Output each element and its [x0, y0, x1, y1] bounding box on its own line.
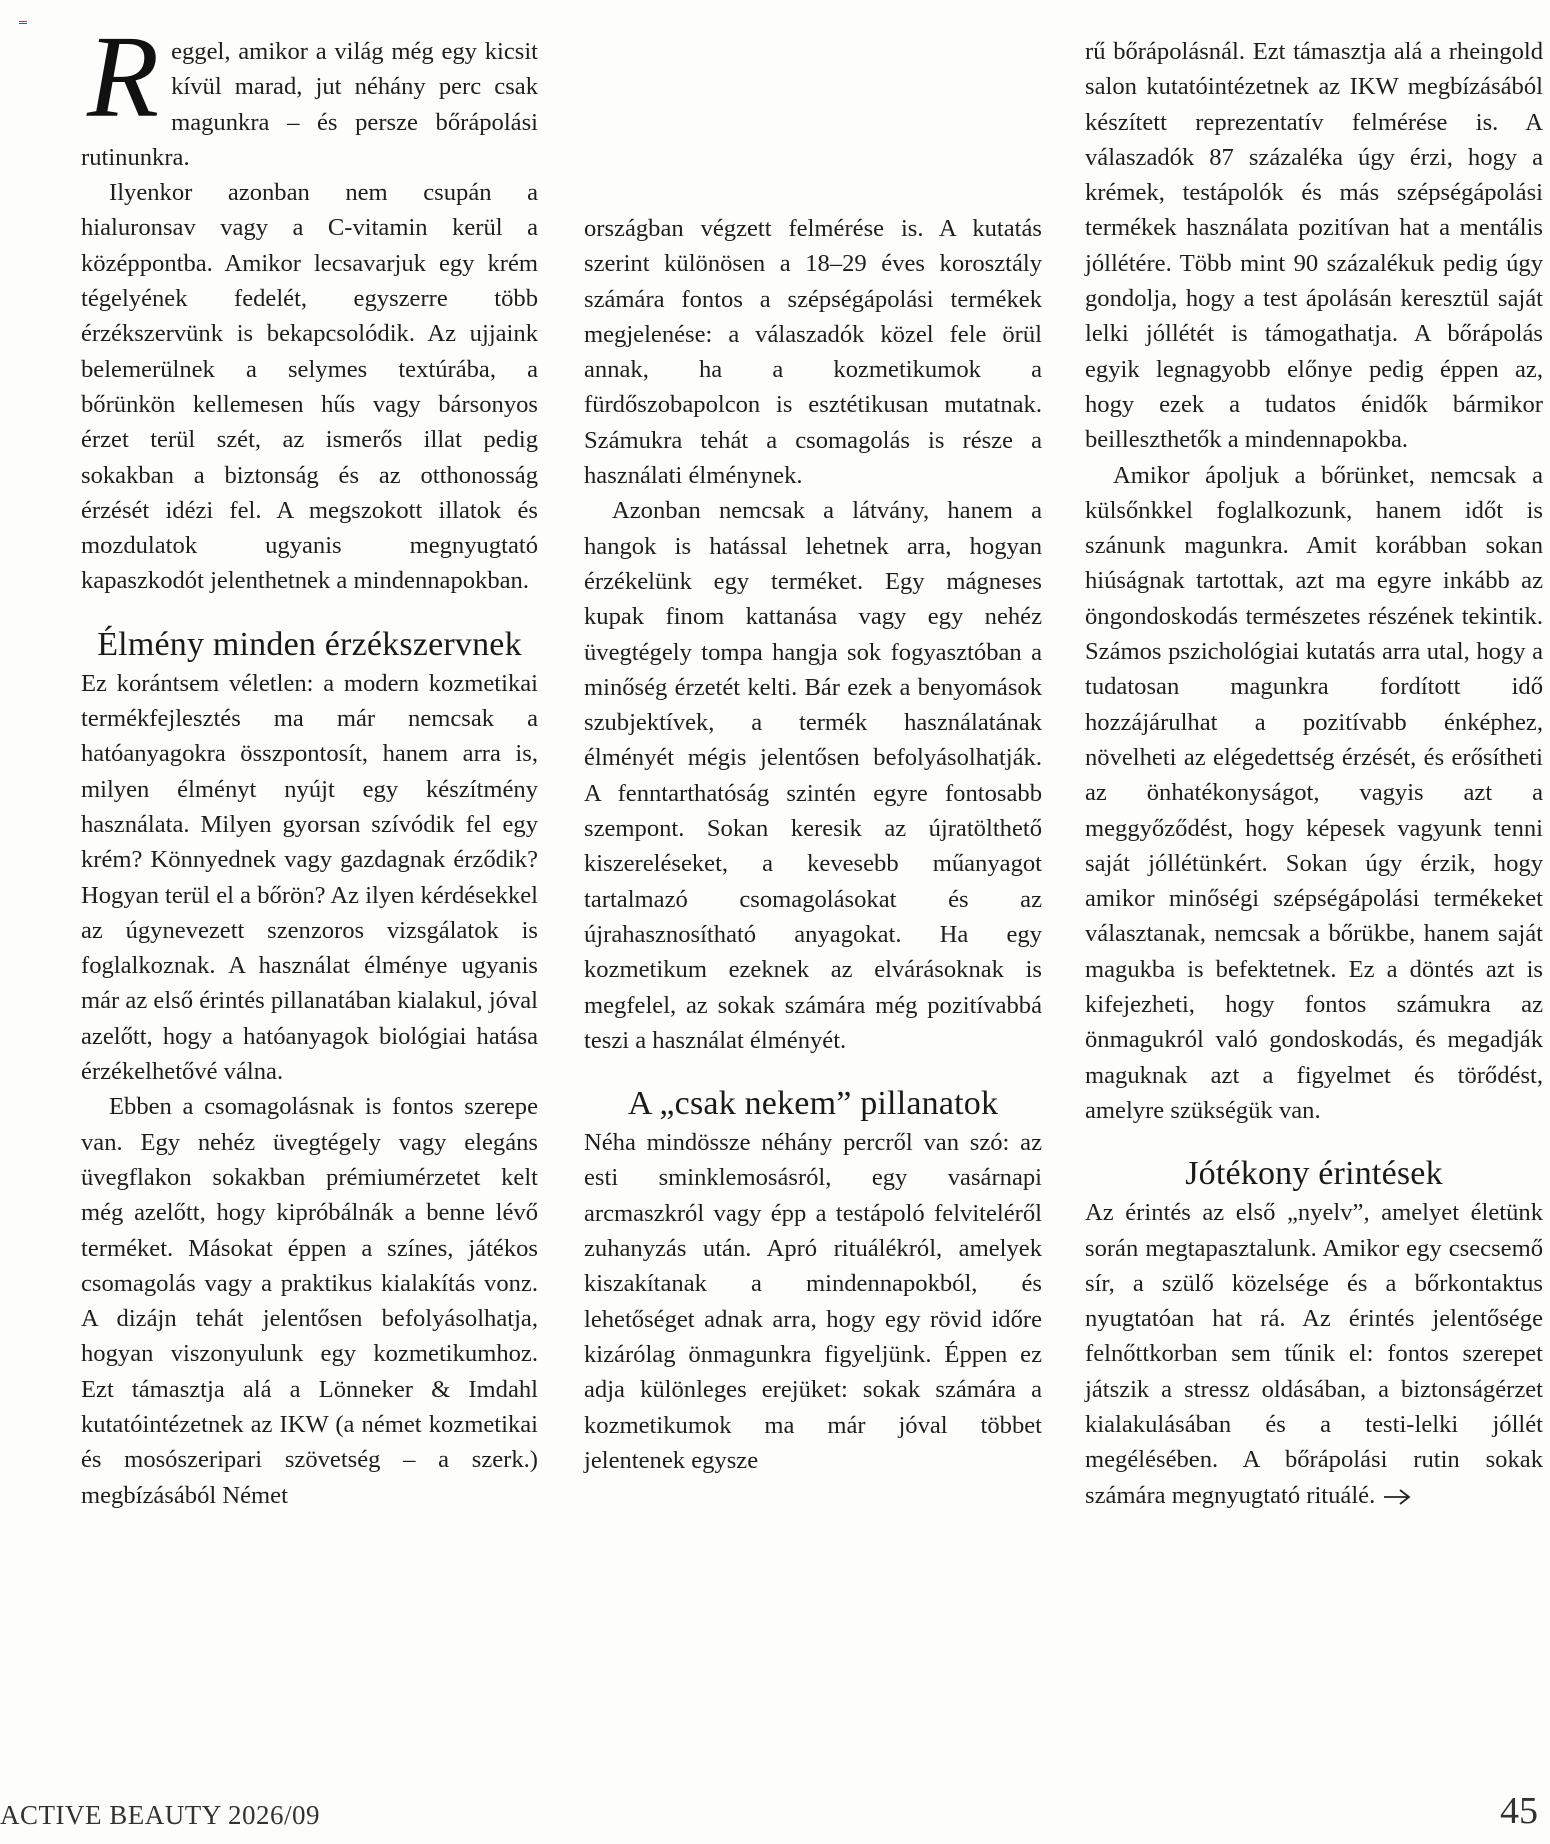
color-registration-mark: [19, 21, 27, 25]
subheading-jotekony: Jótékony érintések: [1185, 1155, 1443, 1193]
subheading-elmeny: Élmény minden érzékszervnek: [97, 625, 522, 663]
column-3: [1085, 34, 1543, 1513]
paragraph: Azonban nemcsak a látvány, hanem a hangok is hatással lehetnek arra, hogyan érzékelünk egy terméket. Egy mágneses kupak finom kattanása vagy egy nehéz üvegtégely tompa hangja sok fogyasztóban a minőség érzetét kelti. Bár ezek a benyomások szubjektívek, a termék használatának élményét mégis jelentősen befolyásolhatják. A fenntarthatóság szintén egyre fontosabb szempont. Sokan keresik az újratölthető kiszereléseket, a kevesebb műanyagot tartalmazó csomagolásokat és az újrahasznosítható anyagokat. Ha egy kozmetikum ezeknek az elvárásoknak is megfelel, az sokak számára még pozitívabbá teszi a használat élményét.: [584, 497, 1042, 1054]
paragraph: rű bőrápolásnál. Ezt támasztja alá a rheingold salon kutatóintézetnek az IKW megbízásából készített reprezentatív felmérése is. A válaszadók 87 százaléka úgy érzi, hogy a krémek, testápolók és más szépségápolási termékek használata pozitívan hat a mentális jóllétére. Több mint 90 százalékuk pedig úgy gondolja, hogy a test ápolásán keresztül saját lelki jóllétét is támogathatja. A bőrápolás egyik legnagyobb előnye pedig éppen az, hogy ezek a tudatos énidők bármikor beilleszthetők a mindennapokba.: [1085, 38, 1543, 454]
page-number: 45: [1500, 1790, 1538, 1832]
column-2: [584, 211, 1042, 1478]
paragraph: Ebben a csomagolásnak is fontos szerepe van. Egy nehéz üvegtégely vagy elegáns üvegflakon sokakban prémiumérzetet kelt még azelőtt, hogy kipróbálnák a benne lévő terméket. Másokat éppen a színes, játékos csomagolás vagy a praktikus kialakítás vonz. A dizájn tehát jelentősen befolyásolhatja, hogyan viszonyulunk egy kozmetikumhoz. Ezt támasztja alá a Lönneker & Imdahl kutatóintézetnek az IKW (a német kozmetikai és mosószeripari szövetség – a szerk.) megbízásából Német: [81, 1093, 538, 1509]
column-1: [81, 11, 538, 1513]
intro-paragraph: [81, 11, 538, 175]
paragraph: Ez korántsem véletlen: a modern kozmetikai termékfejlesztés ma már nemcsak a hatóanyagokra összpontosít, hanem arra is, milyen élményt nyújt egy készítmény használata. Milyen gyorsan szívódik fel egy krém? Könnyednek vagy gazdagnak érződik? Hogyan terül el a bőrön? Az ilyen kérdésekkel az úgynevezett szenzoros vizsgálatok is foglalkoznak. A használat élménye ugyanis már az első érintés pillanatában kialakul, jóval azelőtt, hogy a hatóanyagok biológiai hatása érzékelhetővé válna.: [81, 669, 538, 1086]
paragraph: Ilyenkor azonban nem csupán a hialuronsav vagy a C-vitamin kerül a középpontba. Amikor lecsavarjuk egy krém tégelyének fedelét, egyszerre több érzékszervünk is bekapcsolódik. Az ujjaink belemerülnek a selymes textúrába, a bőrünkön kellemesen hűs vagy bársonyos érzet terül szét, az ismerős illat pedig sokakban a biztonság és az otthonosság érzését idézi fel. A megszokott illatok és mozdulatok ugyanis megnyugtató kapaszkodót jelenthetnek a mindennapokban.: [81, 179, 538, 595]
paragraph-last: [1085, 1195, 1543, 1513]
dropcap-letter: R: [87, 11, 160, 142]
paragraph: Amikor ápoljuk a bőrünket, nemcsak a külsőnkkel foglalkozunk, hanem időt is szánunk magunkra. Amit korábban sokan hiúságnak tartottak, azt ma egyre inkább az öngondoskodás természetes részének tekintik. Számos pszichológiai kutatás arra utal, hogy a tudatosan magunkra fordított idő hozzájárulhat a pozitívabb énképhez, növelheti az elégedettség érzését, és erősítheti az önhatékonyságot, vagyis azt a meggyőződést, hogy képesek vagyunk tenni saját jóllétünkért. Sokan úgy érzik, hogy amikor minőségi szépségápolási termékeket választanak, nemcsak a bőrükbe, hanem saját magukba is befektetnek. Ez a döntés azt is kifejezheti, hogy fontos számukra az önmagukról való gondoskodás, és megadják maguknak azt a figyelmet és törődést, amelyre szükségük van.: [1085, 461, 1543, 1124]
paragraph: országban végzett felmérése is. A kutatás szerint különösen a 18–29 éves korosztály számára fontos a szépségápolási termékek megjelenése: a válaszadók közel fele örül annak, ha a kozmetikumok a fürdőszobapolcon is esztétikusan mutatnak. Számukra tehát a csomagolás is része a használati élménynek.: [584, 215, 1042, 490]
paragraph-last-text: Az érintés az első „nyelv”, amelyet életünk során megtapasztalunk. Amikor egy csecsemő sír, a szülő közelsége és a bőrkontaktus nyugtatóan hat rá. Az érintés jelentősége felnőttkorban sem tűnik el: fontos szerepet játszik a stressz oldásában, a biztonságérzet kialakulásában és a testi-lelki jóllét megélésében. A bőrápolási rutin sokak számára megnyugtató rituálé.: [1085, 1199, 1543, 1509]
paragraph: Néha mindössze néhány percről van szó: az esti sminklemosásról, egy vasárnapi arcmaszkról vagy épp a testápoló felviteléről zuhanyzás után. Apró rituálékról, amelyek kiszakítanak a mindennapokból, és lehetőséget adnak arra, hogy egy rövid időre kizárólag önmagunkra figyeljünk. Éppen ez adja különleges erejüket: sokak számára a kozmetikumok ma már jóval többet jelentenek egysze: [584, 1129, 1042, 1474]
magazine-issue-label: ACTIVE BEAUTY 2026/09: [0, 1800, 320, 1830]
arrow-right-icon: [1383, 1489, 1411, 1505]
paragraph-intro: eggel, amikor a világ még egy kicsit kívül marad, jut néhány perc csak magunkra – és persze bőrápolási rutinunkra.: [81, 38, 538, 171]
subheading-csak-nekem: A „csak nekem” pillanatok: [627, 1085, 999, 1123]
